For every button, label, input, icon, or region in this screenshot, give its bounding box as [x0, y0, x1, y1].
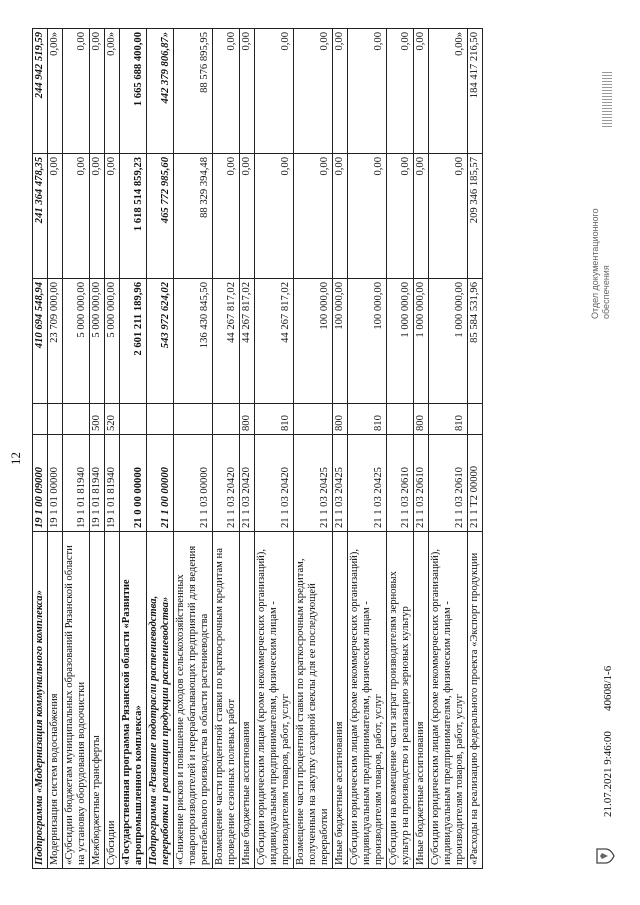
- row-amount-2023: 0,00: [348, 29, 387, 154]
- row-amount-2021: 23 709 000,00: [48, 279, 63, 404]
- row-amount-2022: 0,00: [48, 154, 63, 279]
- row-expense-type: 810: [429, 404, 468, 435]
- row-amount-2021: 543 972 624,02: [147, 279, 174, 404]
- row-amount-2023: 88 576 895,95: [174, 29, 213, 154]
- table-row: [105, 29, 120, 869]
- row-name: Субсидии юридическим лицам (кроме некоммерческих организаций), индивидуальным предпринимателям, физическим лицам - производителям товаров, работ, услуг: [255, 532, 294, 869]
- footer-date: 21.07.2021 9:46:00: [602, 731, 614, 817]
- row-expense-type: [387, 404, 414, 435]
- row-name: «Субсидии бюджетам муниципальных образований Рязанской области на установку оборудования водоочистки: [63, 532, 90, 869]
- department-stamp: [590, 208, 612, 319]
- row-amount-2022: 0,00: [255, 154, 294, 279]
- row-amount-2023: 442 379 806,87»: [147, 29, 174, 154]
- table-row: [48, 29, 63, 869]
- row-target-code: 21 1 03 20425: [348, 435, 387, 532]
- row-amount-2023: 0,00: [255, 29, 294, 154]
- table-row: [120, 29, 147, 869]
- row-amount-2021: 100 000,00: [348, 279, 387, 404]
- row-amount-2021: 1 000 000,00: [387, 279, 414, 404]
- table-row: [240, 29, 255, 869]
- row-amount-2022: 209 346 185,57: [468, 154, 483, 279]
- row-amount-2023: 0,00: [414, 29, 429, 154]
- row-target-code: 21 1 03 20425: [294, 435, 333, 532]
- row-amount-2023: 0,00»: [48, 29, 63, 154]
- table-row: [429, 29, 468, 869]
- row-target-code: 21 1 Т2 00000: [468, 435, 483, 532]
- row-name: Межбюджетные трансферты: [90, 532, 105, 869]
- page-footer: [588, 59, 628, 869]
- row-target-code: 21 1 03 20610: [414, 435, 429, 532]
- row-target-code: 19 1 01 81940: [90, 435, 105, 532]
- row-target-code: 21 1 03 20420: [213, 435, 240, 532]
- row-target-code: 19 1 01 81940: [63, 435, 90, 532]
- row-amount-2023: 0,00: [387, 29, 414, 154]
- row-name: Возмещение части процентной ставки по краткосрочным кредитам, полученным на закупку сахарной свеклы для ее последующей переработки: [294, 532, 333, 869]
- stamp-line-2: обеспечения: [601, 265, 611, 319]
- table-row: [174, 29, 213, 869]
- row-name: Субсидии: [105, 532, 120, 869]
- row-expense-type: [468, 404, 483, 435]
- row-target-code: 19 1 01 81940: [105, 435, 120, 532]
- barcode-icon: [602, 71, 612, 127]
- row-name: «Государственная программа Рязанской области «Развитие агропромышленного комплекса»: [120, 532, 147, 869]
- row-expense-type: 810: [348, 404, 387, 435]
- row-amount-2021: 5 000 000,00: [90, 279, 105, 404]
- row-name: Модернизация систем водоснабжения: [48, 532, 63, 869]
- row-amount-2023: 0,00»: [429, 29, 468, 154]
- row-target-code: 21 0 00 00000: [120, 435, 147, 532]
- row-amount-2023: 0,00: [294, 29, 333, 154]
- row-expense-type: 800: [240, 404, 255, 435]
- table-row: [333, 29, 348, 869]
- row-amount-2022: 1 618 514 859,23: [120, 154, 147, 279]
- row-amount-2023: 0,00: [240, 29, 255, 154]
- row-expense-type: [174, 404, 213, 435]
- row-target-code: 21 1 03 20610: [429, 435, 468, 532]
- row-target-code: 19 1 00 09000: [33, 435, 48, 532]
- stamp-line-1: Отдел документационного: [590, 208, 600, 319]
- row-amount-2022: 0,00: [429, 154, 468, 279]
- row-amount-2022: 0,00: [333, 154, 348, 279]
- row-amount-2023: 244 942 519,59: [33, 29, 48, 154]
- row-name: Иные бюджетные ассигнования: [333, 532, 348, 869]
- row-expense-type: [48, 404, 63, 435]
- row-amount-2021: 5 000 000,00: [63, 279, 90, 404]
- row-amount-2021: 5 000 000,00: [105, 279, 120, 404]
- row-amount-2022: 465 772 985,60: [147, 154, 174, 279]
- row-amount-2021: 44 267 817,02: [240, 279, 255, 404]
- row-amount-2021: 44 267 817,02: [255, 279, 294, 404]
- row-amount-2022: 241 364 478,35: [33, 154, 48, 279]
- row-name: «Расходы на реализацию федерального проекта «Экспорт продукции: [468, 532, 483, 869]
- row-amount-2021: 410 694 548,94: [33, 279, 48, 404]
- table-row: [213, 29, 240, 869]
- table-row: [63, 29, 90, 869]
- row-name: Субсидии юридическим лицам (кроме некоммерческих организаций), индивидуальным предпринимателям, физическим лицам - производителям товаров, работ, услуг: [348, 532, 387, 869]
- table-row: [33, 29, 48, 869]
- row-amount-2021: 100 000,00: [333, 279, 348, 404]
- row-amount-2023: 0,00: [333, 29, 348, 154]
- row-amount-2023: 184 417 216,50: [468, 29, 483, 154]
- row-expense-type: [63, 404, 90, 435]
- table-row: [255, 29, 294, 869]
- row-amount-2022: 0,00: [414, 154, 429, 279]
- row-amount-2022: 0,00: [348, 154, 387, 279]
- table-row: [348, 29, 387, 869]
- row-amount-2021: 136 430 845,50: [174, 279, 213, 404]
- row-amount-2021: 44 267 817,02: [213, 279, 240, 404]
- row-expense-type: 810: [255, 404, 294, 435]
- row-amount-2022: 0,00: [294, 154, 333, 279]
- row-expense-type: 800: [414, 404, 429, 435]
- row-amount-2021: 2 601 211 189,96: [120, 279, 147, 404]
- row-amount-2022: 0,00: [387, 154, 414, 279]
- row-amount-2021: 85 584 531,96: [468, 279, 483, 404]
- row-target-code: 21 1 03 20610: [387, 435, 414, 532]
- row-expense-type: [33, 404, 48, 435]
- budget-table: [32, 28, 483, 869]
- row-name: Иные бюджетные ассигнования: [240, 532, 255, 869]
- row-expense-type: [294, 404, 333, 435]
- row-name: Субсидии на возмещение части затрат производителям зерновых культур на производство и реализацию зерновых культур: [387, 532, 414, 869]
- row-name: Подпрограмма «Модернизация коммунального комплекса»: [33, 532, 48, 869]
- row-expense-type: 800: [333, 404, 348, 435]
- row-amount-2022: 0,00: [240, 154, 255, 279]
- row-amount-2022: 0,00: [105, 154, 120, 279]
- page-number: 12: [8, 452, 23, 465]
- table-row: [387, 29, 414, 869]
- row-amount-2022: 88 329 394,48: [174, 154, 213, 279]
- row-amount-2023: 0,00: [90, 29, 105, 154]
- row-amount-2022: 0,00: [213, 154, 240, 279]
- row-amount-2022: 0,00: [63, 154, 90, 279]
- row-expense-type: 500: [90, 404, 105, 435]
- table-row: [90, 29, 105, 869]
- coat-of-arms-icon: [594, 845, 616, 867]
- table-row: [147, 29, 174, 869]
- row-expense-type: [213, 404, 240, 435]
- row-amount-2023: 0,00: [213, 29, 240, 154]
- row-amount-2023: 0,00: [63, 29, 90, 154]
- row-name: Подпрограмма «Развитие подотрасли растениеводства, переработки и реализации продукции растениеводства»: [147, 532, 174, 869]
- row-target-code: 21 1 00 00000: [147, 435, 174, 532]
- row-expense-type: 520: [105, 404, 120, 435]
- row-amount-2021: 100 000,00: [294, 279, 333, 404]
- row-expense-type: [147, 404, 174, 435]
- row-target-code: 21 1 03 00000: [174, 435, 213, 532]
- row-name: Иные бюджетные ассигнования: [414, 532, 429, 869]
- row-amount-2021: 1 000 000,00: [414, 279, 429, 404]
- row-amount-2021: 1 000 000,00: [429, 279, 468, 404]
- table-row: [414, 29, 429, 869]
- row-target-code: 19 1 01 00000: [48, 435, 63, 532]
- row-amount-2022: 0,00: [90, 154, 105, 279]
- table-row: [294, 29, 333, 869]
- table-row: [468, 29, 483, 869]
- footer-doc-id: 40608/1-6: [602, 665, 614, 711]
- row-name: Возмещение части процентной ставки по краткосрочным кредитам на проведение сезонных полевых работ: [213, 532, 240, 869]
- row-expense-type: [120, 404, 147, 435]
- row-amount-2023: 1 665 688 400,00: [120, 29, 147, 154]
- row-target-code: 21 1 03 20420: [255, 435, 294, 532]
- row-target-code: 21 1 03 20420: [240, 435, 255, 532]
- row-name: «Снижение рисков и повышение доходов сельскохозяйственных товаропроизводителей и перерабатывающих предприятий для ведения рентабельного производства в области растениеводства: [174, 532, 213, 869]
- row-name: Субсидии юридическим лицам (кроме некоммерческих организаций), индивидуальным предпринимателям, физическим лицам - производителям товаров, работ, услуг: [429, 532, 468, 869]
- row-target-code: 21 1 03 20425: [333, 435, 348, 532]
- row-amount-2023: 0,00»: [105, 29, 120, 154]
